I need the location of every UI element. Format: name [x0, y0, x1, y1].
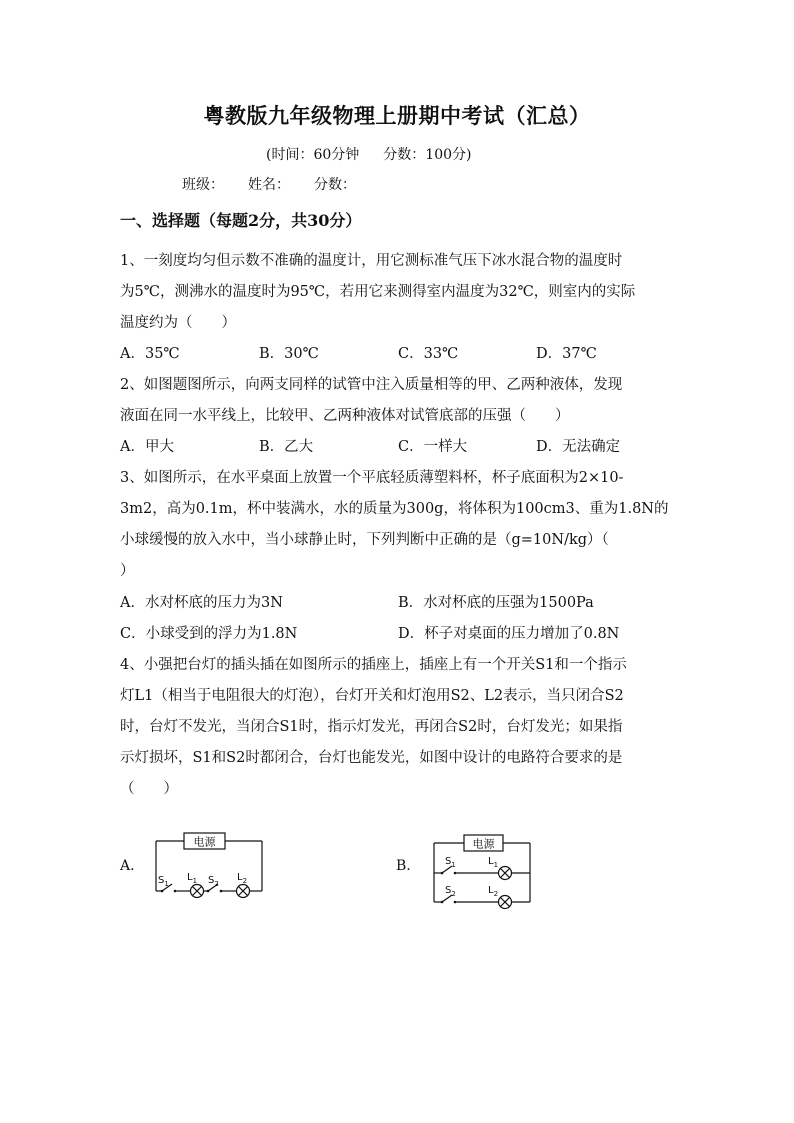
option-c: C．一样大 — [398, 439, 468, 455]
question-3-options-row-2 — [120, 622, 680, 644]
option-d: D．杯子对桌面的压力增加了0.8N — [398, 626, 620, 642]
circuit-diagram-a — [150, 828, 270, 910]
question-2-line: 2、如图题图所示，向两支同样的试管中注入质量相等的甲、乙两种液体，发现 — [120, 377, 623, 393]
page-title: 粤教版九年级物理上册期中考试（汇总） — [203, 103, 591, 128]
score-label: 分数： — [314, 177, 356, 193]
diagram-a-label: A. — [120, 858, 135, 874]
diagram-b-label: B. — [396, 858, 411, 874]
switch-s2-label: $S_2$ — [208, 875, 219, 888]
question-4-line: 灯L1（相当于电阻很大的灯泡），台灯开关和灯泡用S2、L2表示，当只闭合S2 — [120, 688, 624, 704]
question-1-line: 1、一刻度均匀但示数不准确的温度计，用它测标准气压下冰水混合物的温度时 — [120, 253, 623, 269]
exam-time: (时间：60分钟 — [266, 147, 360, 163]
name-label: 姓名： — [248, 177, 290, 193]
question-1-line: 温度约为（ ） — [120, 315, 236, 331]
lamp-l1-label: $L_1$ — [187, 872, 198, 885]
question-2-line: 液面在同一水平线上，比较甲、乙两种液体对试管底部的压强（ ） — [120, 408, 570, 424]
section-heading: 一、选择题（每题2分，共30分） — [120, 211, 362, 230]
exam-total-score: 分数：100分) — [383, 147, 472, 163]
question-4-line: （ ） — [120, 781, 178, 797]
class-label: 班级： — [182, 177, 224, 193]
option-c: C．小球受到的浮力为1.8N — [120, 626, 298, 642]
lamp-l2-label: $L_2$ — [237, 872, 248, 885]
exam-meta — [266, 144, 495, 164]
option-d: D．无法确定 — [536, 439, 621, 455]
question-4-line: 4、小强把台灯的插头插在如图所示的插座上，插座上有一个开关S1和一个指示 — [120, 657, 627, 673]
option-a: A．35℃ — [120, 346, 180, 362]
option-c: C．33℃ — [398, 346, 459, 362]
power-source-label: 电源 — [472, 837, 495, 851]
student-info — [182, 174, 380, 194]
question-4-line: 示灯损坏，S1和S2时都闭合，台灯也能发光，如图中设计的电路符合要求的是 — [120, 750, 623, 766]
question-3-line: ） — [120, 563, 135, 579]
circuit-diagram-b — [428, 828, 538, 914]
switch-s1-label: $S_1$ — [445, 856, 456, 869]
option-b: B．水对杯底的压强为1500Pa — [398, 595, 594, 611]
switch-s1-label: $S_1$ — [158, 875, 169, 888]
power-source-label: 电源 — [193, 835, 216, 849]
question-3-options-row-1 — [120, 591, 680, 613]
option-d: D．37℃ — [536, 346, 597, 362]
option-a: A．甲大 — [120, 439, 174, 455]
question-3-line: 小球缓慢的放入水中，当小球静止时，下列判断中正确的是（g=10N/kg）（ — [120, 532, 609, 548]
lamp-l2-label: $L_2$ — [488, 885, 499, 898]
question-4-line: 时，台灯不发光，当闭合S1时，指示灯发光，再闭合S2时，台灯发光；如果指 — [120, 719, 623, 735]
question-1-line: 为5℃，测沸水的温度时为95℃，若用它来测得室内温度为32℃，则室内的实际 — [120, 284, 636, 300]
option-b: B．乙大 — [259, 439, 314, 455]
option-a: A．水对杯底的压力为3N — [120, 595, 283, 611]
switch-s2-label: $S_2$ — [445, 885, 456, 898]
lamp-l1-label: $L_1$ — [488, 856, 499, 869]
question-1-options — [120, 342, 680, 364]
question-3-line: 3m2，高为0.1m，杯中装满水，水的质量为300g，将体积为100cm3、重为1.8N的 — [120, 501, 669, 517]
question-2-options — [120, 435, 680, 457]
question-3-line: 3、如图所示，在水平桌面上放置一个平底轻质薄塑料杯，杯子底面积为2×10- — [120, 470, 624, 486]
option-b: B．30℃ — [259, 346, 319, 362]
